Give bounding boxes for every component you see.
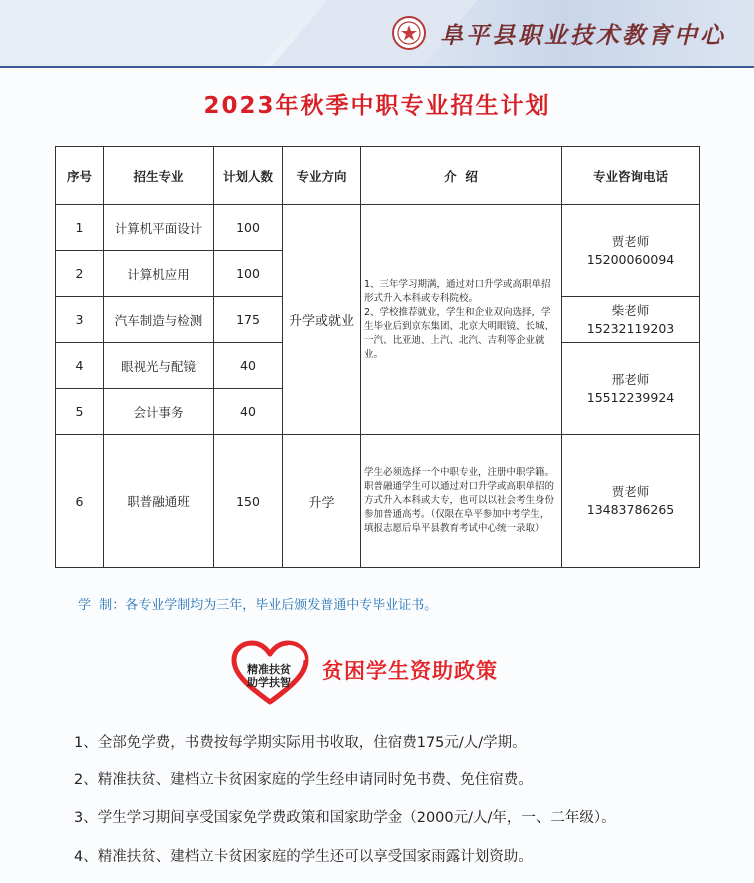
policy-item: 2、精准扶贫、建档立卡贫困家庭的学生经申请同时免书费、免住宿费。 <box>74 772 533 788</box>
badge-line: 助学扶智 <box>247 676 291 689</box>
major-name: 职普融通班 <box>104 435 214 568</box>
column-header: 招生专业 <box>104 147 214 205</box>
contact-phone: 15232119203 <box>586 320 675 336</box>
header-divider <box>0 66 754 68</box>
contact-cell <box>562 435 700 568</box>
note-label: 学 制： <box>78 598 126 613</box>
page-title: 2023年秋季中职专业招生计划 <box>203 93 551 119</box>
contact-name: 贾老师 <box>611 233 650 249</box>
plan-count: 40 <box>214 343 283 389</box>
contact-phone: 15200060094 <box>586 251 675 267</box>
school-name: 阜平县职业技术教育中心 <box>440 22 726 49</box>
contact-phone: 13483786265 <box>586 502 675 517</box>
column-header: 介 绍 <box>361 147 562 205</box>
major-name: 汽车制造与检测 <box>104 297 214 343</box>
major-introduction: 学生必须选择一个中职专业，注册中职学籍。职普融通学生可以通过对口升学或高职单招的方式升入本科或大专，也可以以社会考生身份参加普通高考。（仅限在阜平参加中考学生，填报志愿后阜平县教育考试中心统一录取） <box>361 435 562 568</box>
column-header: 专业方向 <box>283 147 361 205</box>
plan-count: 100 <box>214 205 283 251</box>
column-header: 序号 <box>56 147 104 205</box>
table-row <box>56 435 700 568</box>
contact-cell <box>562 205 700 297</box>
schooling-note <box>78 594 437 613</box>
table-header-row <box>56 147 700 205</box>
aid-badge-text <box>229 663 309 689</box>
school-emblem-icon <box>392 16 426 50</box>
plan-count: 150 <box>214 435 283 568</box>
policy-item: 4、精准扶贫、建档立卡贫困家庭的学生还可以享受国家雨露计划资助。 <box>74 849 533 865</box>
contact-cell <box>562 297 700 343</box>
row-number: 3 <box>56 297 104 343</box>
row-number: 1 <box>56 205 104 251</box>
contact-name: 贾老师 <box>611 484 650 499</box>
row-number: 5 <box>56 389 104 435</box>
column-header: 计划人数 <box>214 147 283 205</box>
policy-item: 3、学生学习期间享受国家免学费政策和国家助学金（2000元/人/年，一、二年级）。 <box>74 810 616 826</box>
contact-name: 邢老师 <box>611 371 650 387</box>
plan-count: 40 <box>214 389 283 435</box>
column-header: 专业咨询电话 <box>562 147 700 205</box>
major-name: 计算机应用 <box>104 251 214 297</box>
plan-count: 175 <box>214 297 283 343</box>
major-introduction: 1、三年学习期满，通过对口升学或高职单招形式升入本科或专科院校。 2、学校推荐就业，学生和企业双向选择，学生毕业后到京东集团、北京大明眼镜、长城、一汽、比亚迪、上汽、北汽、吉利等企业就业。 <box>361 205 562 435</box>
major-name: 计算机平面设计 <box>104 205 214 251</box>
contact-name: 柴老师 <box>611 302 650 318</box>
major-name: 会计事务 <box>104 389 214 435</box>
note-text: 各专业学制均为三年，毕业后颁发普通中专毕业证书。 <box>125 598 438 613</box>
contact-phone: 15512239924 <box>586 389 675 405</box>
row-number: 2 <box>56 251 104 297</box>
major-name: 眼视光与配镜 <box>104 343 214 389</box>
policy-title: 贫困学生资助政策 <box>322 659 498 683</box>
plan-count: 100 <box>214 251 283 297</box>
contact-cell <box>562 343 700 435</box>
row-number: 6 <box>56 435 104 568</box>
enrollment-plan-table <box>55 146 700 568</box>
table-row <box>56 205 700 251</box>
major-direction: 升学 <box>283 435 361 568</box>
row-number: 4 <box>56 343 104 389</box>
major-direction: 升学或就业 <box>283 205 361 435</box>
badge-line: 精准扶贫 <box>247 663 291 676</box>
policy-item: 1、全部免学费，书费按每学期实际用书收取，住宿费175元/人/学期。 <box>74 735 527 751</box>
